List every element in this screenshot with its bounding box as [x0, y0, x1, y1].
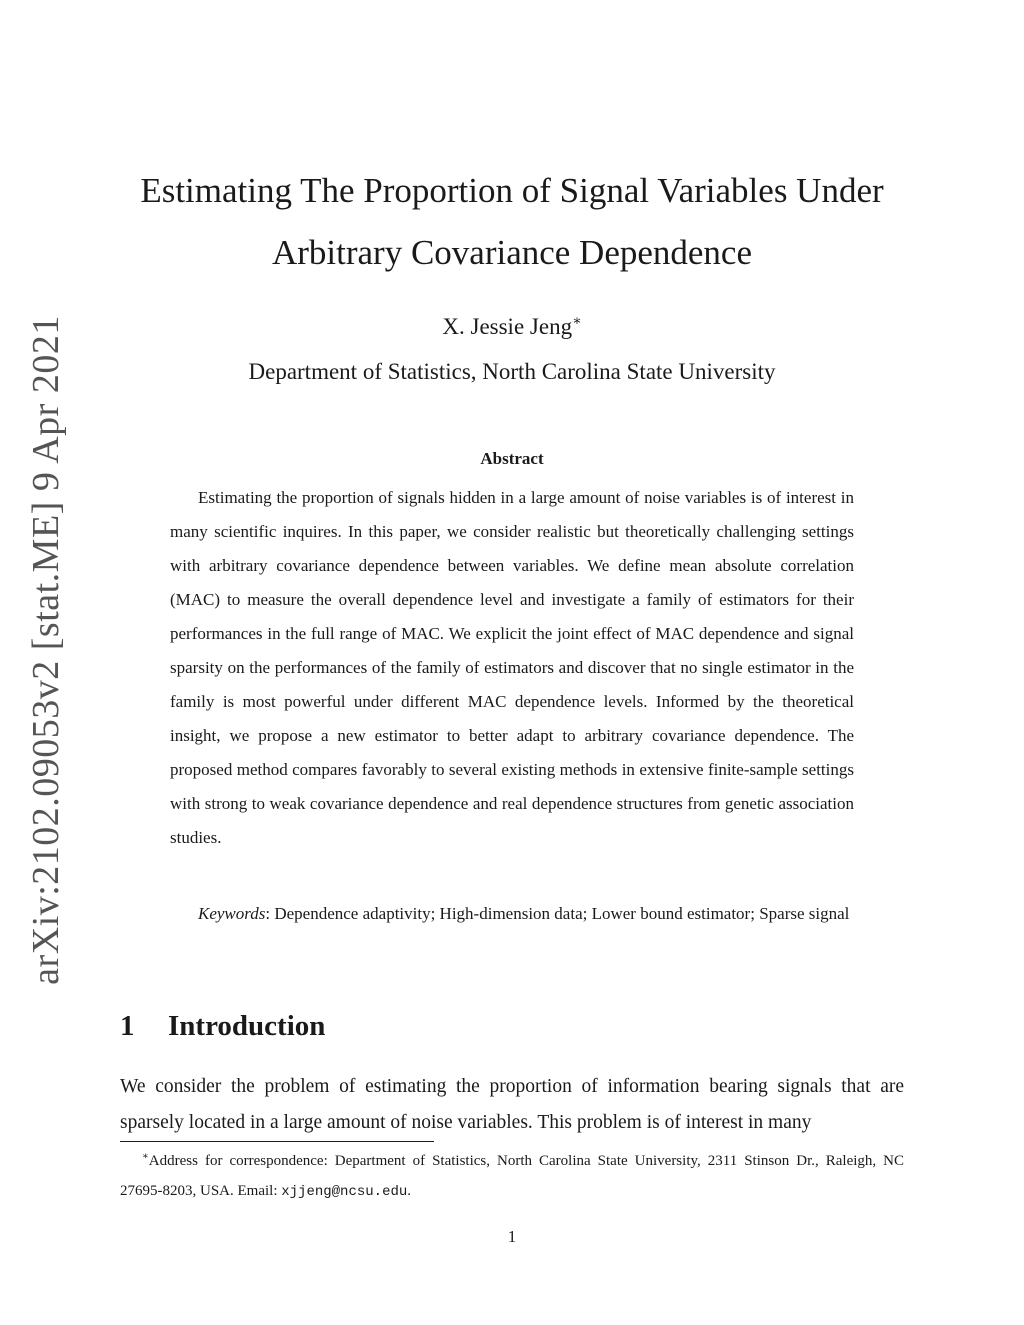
keywords-label: Keywords	[198, 904, 266, 923]
abstract-heading: Abstract	[480, 449, 544, 468]
footnote-divider	[120, 1141, 434, 1142]
section-number: 1	[120, 1010, 135, 1042]
page-number: 1	[507, 1227, 517, 1246]
footnote-text: Address for correspondence: Department of Statistics, North Carolina State University, 2311 Stinson Dr., Raleigh, NC 27695-8203, USA. Email:	[120, 1153, 904, 1199]
footnote-marker: ∗	[142, 1151, 149, 1162]
arxiv-identifier-stamp: arXiv:2102.09053v2 [stat.ME] 9 Apr 2021	[25, 315, 67, 985]
paper-title-line-1: Estimating The Proportion of Signal Variables Under	[140, 171, 884, 210]
paper-title	[120, 160, 904, 284]
section-heading-introduction	[120, 1008, 325, 1044]
footnote-end: .	[407, 1183, 412, 1199]
section-title: Introduction	[168, 1010, 326, 1042]
footnote-email-link[interactable]: xjjeng@ncsu.edu	[281, 1184, 408, 1200]
author-footnote-marker[interactable]: ∗	[572, 314, 582, 329]
paper-title-line-2: Arbitrary Covariance Dependence	[271, 233, 753, 272]
keywords	[170, 897, 854, 931]
abstract-body: Estimating the proportion of signals hidden in a large amount of noise variables is of interest in many scientific inquires. In this paper, we consider realistic but theoretically challenging settings with arbitrary covariance dependence between variables. We define mean absolute correlation (MAC) to measure the overall dependence level and investigate a family of estimators for their performances in the full range of MAC. We explicit the joint effect of MAC dependence and signal sparsity on the performances of the family of estimators and discover that no single estimator in the family is most powerful under different MAC dependence levels. Informed by the theoretical insight, we propose a new estimator to better adapt to arbitrary covariance dependence. The proposed method compares favorably to several existing methods in extensive finite-sample settings with strong to weak covariance dependence and real dependence structures from genetic association studies.	[170, 488, 854, 847]
footnote	[120, 1146, 904, 1207]
author-line	[120, 312, 904, 342]
author-name: X. Jessie Jeng	[442, 314, 573, 339]
introduction-paragraph: We consider the problem of estimating the proportion of information bearing signals that are sparsely located in a large amount of noise variables. This problem is of interest in many	[120, 1076, 904, 1133]
author-affiliation: Department of Statistics, North Carolina State University	[248, 359, 776, 384]
keywords-text: : Dependence adaptivity; High-dimension data; Lower bound estimator; Sparse signal	[265, 904, 850, 923]
